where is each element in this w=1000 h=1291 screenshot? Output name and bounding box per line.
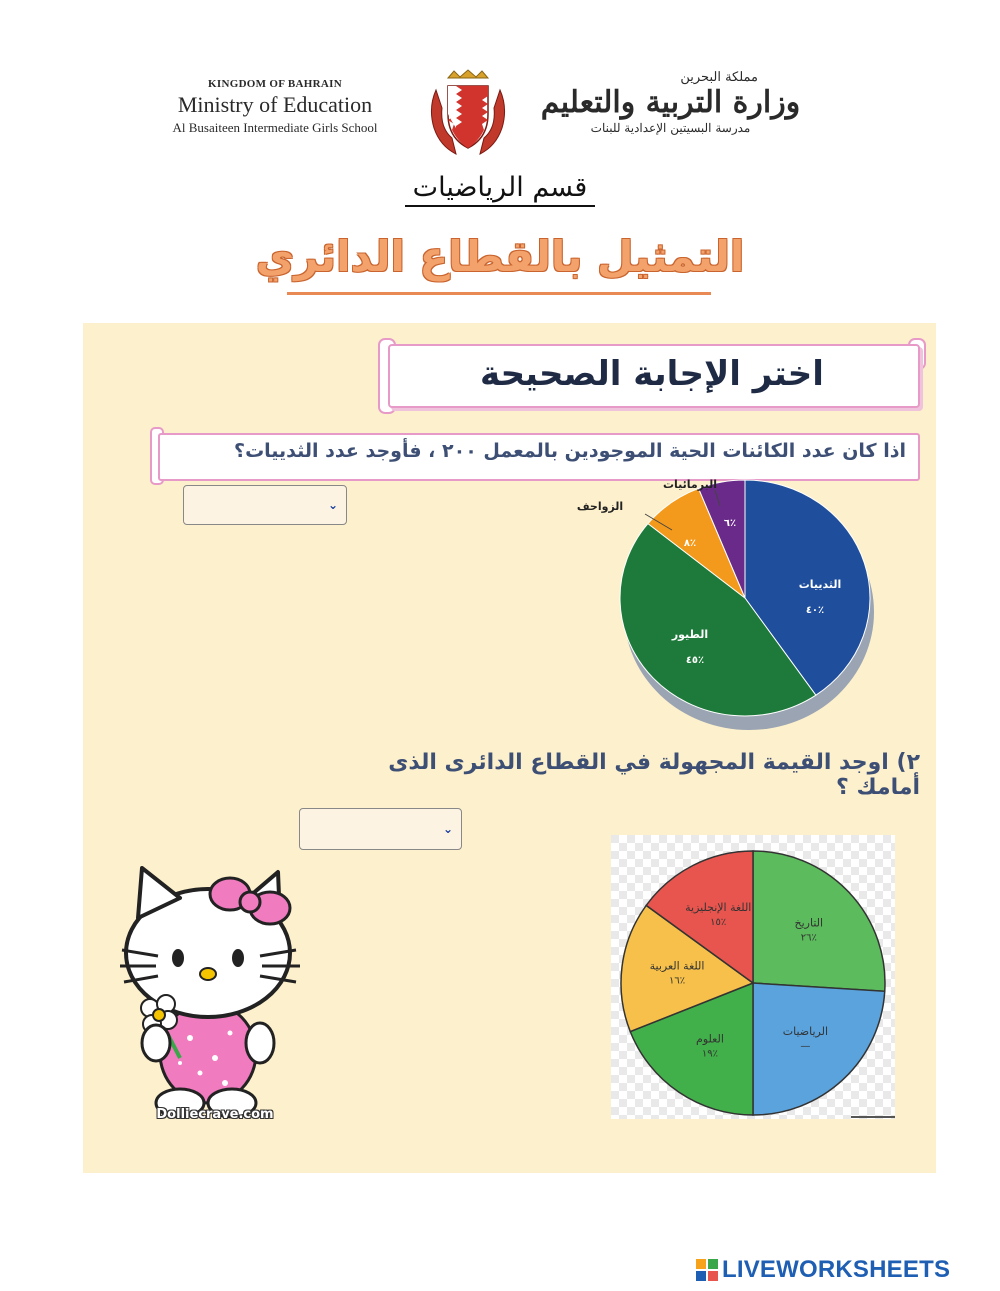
- pie2-value-2: ٪١٩: [701, 1048, 719, 1060]
- pie1-value-0: ٪٤٠: [805, 605, 825, 616]
- bahrain-crest-icon: [426, 68, 510, 160]
- pie1-value-3: ٪٦: [723, 518, 737, 529]
- pie2-value-1: —: [800, 1040, 811, 1052]
- kitty-caption: Dolliecrave.com: [156, 1107, 274, 1122]
- kingdom-en: KINGDOM OF BAHRAIN: [208, 78, 342, 90]
- pie1-value-2: ٪٨: [683, 538, 697, 549]
- kingdom-ar: مملكة البحرين: [680, 70, 758, 85]
- hello-kitty-illustration: [120, 858, 305, 1128]
- header-english: [130, 78, 420, 136]
- ministry-en: Ministry of Education: [177, 92, 373, 117]
- department-title: [370, 172, 630, 203]
- pie2-label-3: اللغة العربية: [649, 959, 705, 973]
- chevron-down-icon: ⌄: [327, 498, 338, 512]
- pie1-label-2: الزواحف: [576, 500, 624, 513]
- header-arabic: [528, 70, 813, 135]
- answer2-dropdown[interactable]: [299, 808, 462, 850]
- pie2-label-2: العلوم: [696, 1032, 724, 1046]
- question2-text: ٢) اوجد القيمة المجهولة في القطاع الدائرى الذى أمامك ؟: [388, 750, 920, 800]
- animals-pie-chart: [576, 468, 890, 733]
- instruction-text: اختر الإجابة الصحيحة: [480, 354, 824, 394]
- answer1-dropdown[interactable]: [183, 485, 347, 525]
- pie2-value-3: ٪١٦: [668, 975, 686, 987]
- pie2-value-4: ٪١٥: [710, 916, 727, 928]
- pie2-label-1: الرياضيات: [782, 1024, 829, 1038]
- ministry-ar: وزارة التربية والتعليم: [540, 85, 801, 120]
- pie1-label-1: الطيور: [671, 628, 709, 641]
- school-en: Al Busaiteen Intermediate Girls School: [172, 120, 378, 135]
- topic-underline: [287, 292, 711, 295]
- school-ar: مدرسة البسيتين الإعدادية للبنات: [590, 121, 751, 135]
- liveworksheets-brand[interactable]: [696, 1256, 996, 1284]
- question1-text: اذا كان عدد الكائنات الحية الموجودين بالمعمل ٢٠٠ ، فأوجد عدد الثدييات؟: [234, 440, 906, 462]
- pie2-label-4: اللغة الإنجليزية: [685, 900, 752, 914]
- pie1-label-0: الثدييات: [798, 578, 842, 591]
- pie1-value-1: ٪٤٥: [685, 655, 705, 666]
- chevron-down-icon: ⌄: [442, 822, 453, 836]
- pie2-label-0: التاريخ: [794, 916, 824, 930]
- pie2-value-0: ٪٢٦: [800, 932, 817, 944]
- department-label: قسم الرياضيات: [405, 172, 596, 207]
- topic-title: التمثيل بالقطاع الدائري: [255, 232, 745, 281]
- brand-name: LIVEWORKSHEETS: [722, 1256, 951, 1283]
- liveworksheets-logo-icon: [696, 1259, 718, 1281]
- instruction-banner: [378, 338, 926, 412]
- subjects-pie-chart: [611, 835, 895, 1119]
- pie1-label-3: البرمائيات: [663, 478, 717, 491]
